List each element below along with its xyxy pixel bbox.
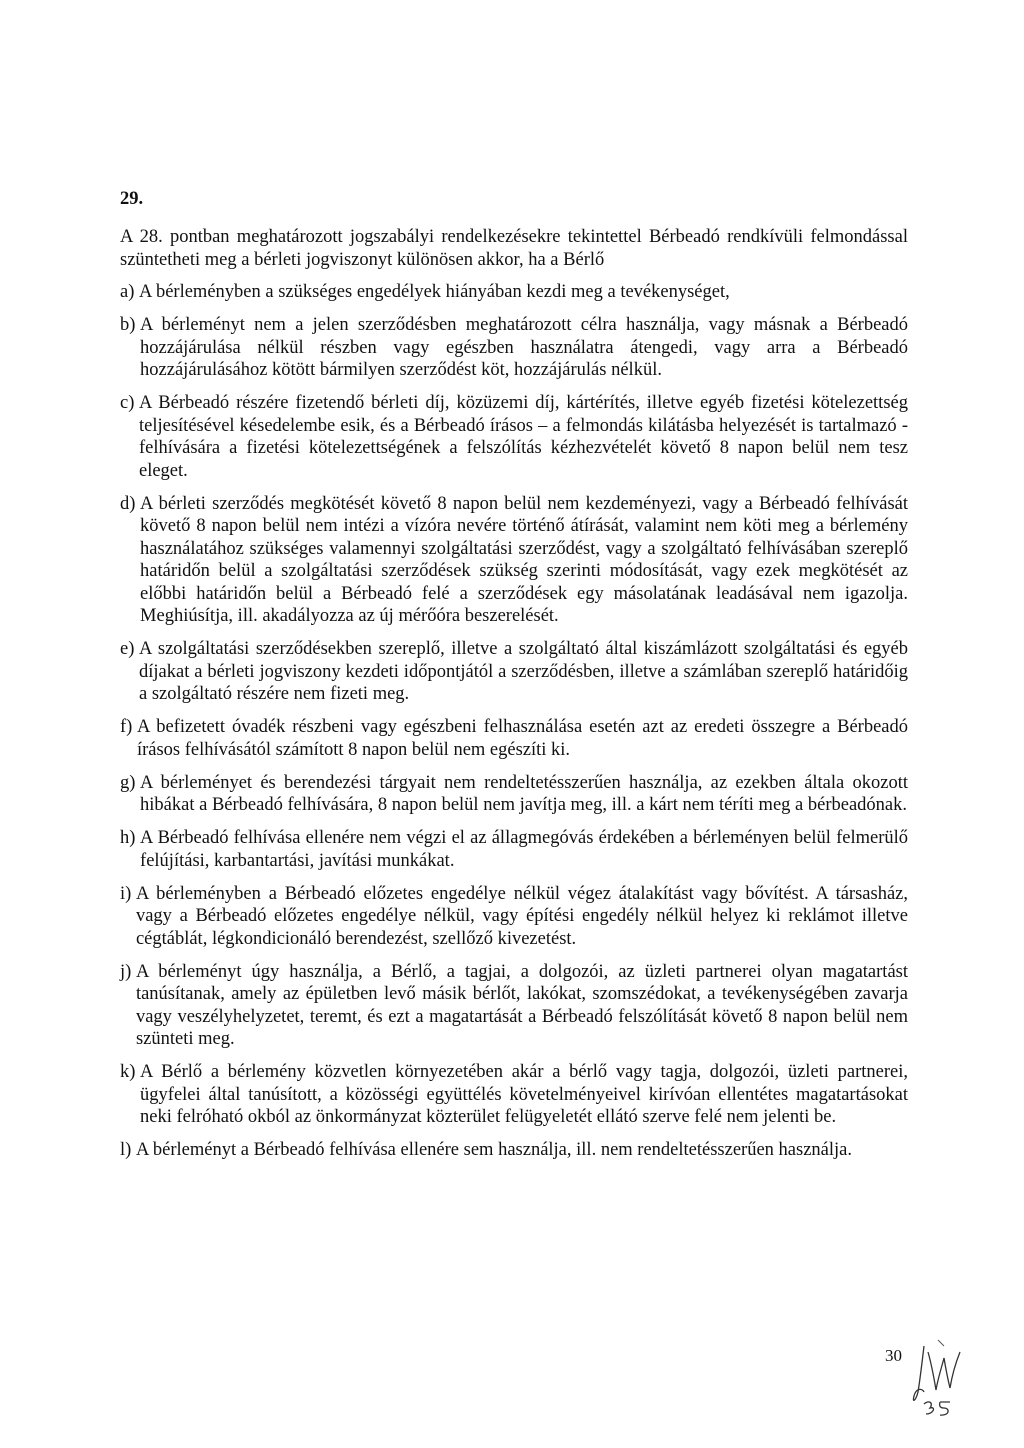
intro-paragraph: A 28. pontban meghatározott jogszabályi rendelkezésekre tekintettel Bérbeadó rendkívüli felmondással szüntetheti meg a bérleti jogviszonyt különösen akkor, ha a Bérlő (120, 227, 908, 270)
item-list (120, 281, 908, 1172)
list-item (120, 638, 908, 706)
list-item (120, 493, 908, 628)
list-item (120, 392, 908, 482)
list-item-text: A Bérlő a bérlemény közvetlen környezetében akár a bérlő vagy tagja, dolgozói, üzleti partnerei, ügyfelei által tanúsított, a közösségi együttélés követelményeivel kirívóan ellentétes magatartásokat neki felróható okból az önkormányzat közterület felügyeletét ellátó szerve felé nem jelenti be. (140, 1062, 908, 1127)
section-number: 29. (120, 189, 144, 209)
list-item-text: A bérleti szerződés megkötését követő 8 napon belül nem kezdeményezi, vagy a Bérbeadó felhívását követő 8 napon belül nem intézi a vízóra nevére történő átírását, valamint nem köti meg a bérlemény használatához szükséges valamennyi szolgáltatási szerződést, vagy a szolgáltató felhívásában szereplő határidőn belül a szolgáltatási szerződések szükség szerinti módosítását, vagy ezek megkötését az előbbi határidőn belül a Bérbeadó felé a szerződések egy másolatának leadásával nem igazolja. Meghiúsítja, ill. akadályozza az új mérőóra beszerelését. (140, 493, 908, 626)
list-item-marker: a) (120, 282, 139, 302)
list-item (120, 281, 908, 304)
list-item-marker: e) (120, 639, 139, 659)
list-item-marker: j) (120, 961, 136, 982)
list-item (120, 827, 908, 872)
list-item-marker: d) (120, 493, 141, 514)
page-number: 30 (885, 1346, 902, 1365)
list-item-marker: f) (120, 717, 137, 737)
list-item (120, 716, 908, 761)
list-item-marker: h) (120, 828, 141, 848)
list-item-marker: l) (120, 1140, 136, 1160)
list-item (120, 961, 908, 1051)
list-item-text: A szolgáltatási szerződésekben szereplő, illetve a szolgáltató által kiszámlázott szolgáltatási és egyéb díjakat a bérleti jogviszony kezdeti időpontjától a szerződésben, illetve a számlában szereplő határidőig a szolgáltató részére nem fizeti meg. (139, 639, 908, 704)
list-item-marker: i) (120, 883, 136, 904)
list-item-text: A Bérbeadó részére fizetendő bérleti díj, közüzemi díj, kártérítés, illetve egyéb fizetési kötelezettség teljesítésével késedelembe esik, és a Bérbeadó írásos – a felmondás kilátásba helyezését is tartalmazó - felhívására a fizetési kötelezettségének a felszólítás kézhezvételét követő 8 napon belül nem tesz eleget. (139, 393, 908, 481)
handwritten-signature (910, 1318, 970, 1418)
list-item-marker: g) (120, 772, 141, 793)
list-item (120, 772, 908, 817)
list-item-text: A bérleményet és berendezési tárgyait nem rendeltetésszerűen használja, az ezekben általa okozott hibákat a Bérbeadó felhívására, 8 napon belül nem javítja meg, ill. a kárt nem téríti meg a bérbeadónak. (140, 772, 908, 815)
list-item-text: A bérleményt úgy használja, a Bérlő, a tagjai, a dolgozói, az üzleti partnerei olyan magatartást tanúsítanak, amely az épületben levő másik bérlőt, lakókat, szomszédokat, a tevékenységében zavarja vagy veszélyhelyzetet, teremt, és ezt a magatartását a Bérbeadó felszólítását követő 8 napon belül nem szünteti meg. (135, 961, 908, 1049)
list-item-text: A bérleményt a Bérbeadó felhívása ellenére sem használja, ill. nem rendeltetésszerűen használja. (135, 1140, 852, 1160)
list-item-marker: c) (120, 393, 139, 413)
list-item-text: A bérleményben a Bérbeadó előzetes engedélye nélkül végez átalakítást vagy bővítést. A társasház, vagy a Bérbeadó előzetes engedélye nélkül, vagy építési engedély nélkül helyez ki reklámot illetve cégtáblát, légkondicionáló berendezést, szellőző kivezetést. (135, 883, 908, 949)
list-item-text: A befizetett óvadék részbeni vagy egészbeni felhasználása esetén azt az eredeti összegre a Bérbeadó írásos felhívásától számított 8 napon belül nem egészíti ki. (136, 717, 908, 760)
list-item-text: A bérleményt nem a jelen szerződésben meghatározott célra használja, vagy másnak a Bérbeadó hozzájárulása nélkül részben vagy egészben használatra átengedi, vagy arra a Bérbeadó hozzájárulásához kötött bármilyen szerződést köt, hozzájárulás nélkül. (140, 315, 908, 380)
list-item-text: A bérleményben a szükséges engedélyek hiányában kezdi meg a tevékenységet, (139, 282, 730, 302)
list-item-marker: k) (120, 1062, 141, 1082)
list-item (120, 1061, 908, 1129)
list-item-text: A Bérbeadó felhívása ellenére nem végzi el az állagmegóvás érdekében a bérleményen belül felmerülő felújítási, karbantartási, javítási munkákat. (140, 828, 908, 871)
list-item (120, 314, 908, 382)
list-item (120, 883, 908, 951)
list-item (120, 1139, 908, 1162)
list-item-marker: b) (120, 315, 141, 335)
